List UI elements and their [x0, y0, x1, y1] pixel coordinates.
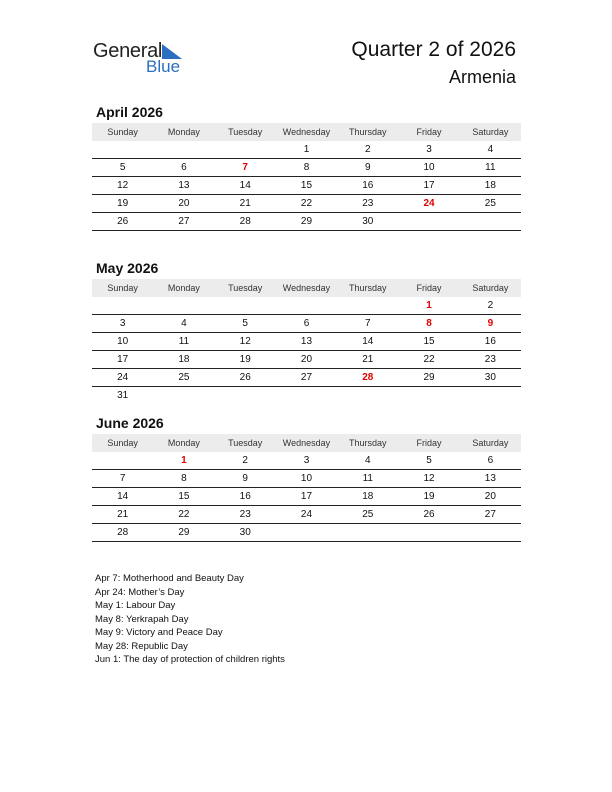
weekday-header: Saturday [460, 434, 521, 452]
calendar-day: 2 [460, 297, 521, 315]
calendar-week-row [92, 524, 521, 542]
calendar-day [460, 387, 521, 405]
calendar-day: 8 [276, 159, 337, 177]
calendar-day: 20 [460, 488, 521, 506]
calendar-week-row [92, 315, 521, 333]
calendar-day: 3 [92, 315, 153, 333]
calendar-day: 3 [276, 452, 337, 470]
weekday-header: Sunday [92, 434, 153, 452]
calendar-day: 22 [398, 351, 459, 369]
weekday-header: Monday [153, 123, 214, 141]
weekday-header: Thursday [337, 279, 398, 297]
calendar-day: 23 [460, 351, 521, 369]
logo-text-blue: Blue [146, 57, 181, 76]
calendar-week-row [92, 452, 521, 470]
calendar-day: 26 [215, 369, 276, 387]
month-title: April 2026 [96, 104, 163, 120]
calendar-day [460, 213, 521, 231]
calendar-day: 7 [215, 159, 276, 177]
weekday-header: Tuesday [215, 123, 276, 141]
calendar-day: 29 [398, 369, 459, 387]
calendar-day: 27 [460, 506, 521, 524]
calendar-day [92, 297, 153, 315]
calendar-day [276, 297, 337, 315]
calendar-day: 19 [398, 488, 459, 506]
calendar-day: 3 [398, 141, 459, 159]
calendar-day: 18 [337, 488, 398, 506]
calendar-day: 24 [398, 195, 459, 213]
holiday-list-item: May 1: Labour Day [95, 600, 176, 611]
calendar-day: 5 [215, 315, 276, 333]
calendar-day: 16 [215, 488, 276, 506]
calendar-day: 14 [92, 488, 153, 506]
calendar-grid [92, 123, 521, 231]
calendar-day [215, 387, 276, 405]
calendar-day: 23 [215, 506, 276, 524]
calendar-week-row [92, 141, 521, 159]
calendar-day: 28 [215, 213, 276, 231]
calendar-day: 4 [337, 452, 398, 470]
calendar-day: 12 [398, 470, 459, 488]
calendar-day: 19 [92, 195, 153, 213]
calendar-day: 5 [398, 452, 459, 470]
calendar-day [153, 141, 214, 159]
calendar-day [460, 524, 521, 542]
calendar-day: 15 [398, 333, 459, 351]
calendar-day: 30 [337, 213, 398, 231]
calendar-week-row [92, 488, 521, 506]
calendar-day [398, 387, 459, 405]
weekday-header: Saturday [460, 123, 521, 141]
calendar-day: 10 [398, 159, 459, 177]
calendar-day: 26 [92, 213, 153, 231]
calendar-day: 15 [276, 177, 337, 195]
calendar-day: 17 [398, 177, 459, 195]
calendar-week-row [92, 387, 521, 405]
calendar-day: 20 [276, 351, 337, 369]
calendar-day: 25 [337, 506, 398, 524]
calendar-day: 8 [153, 470, 214, 488]
calendar-week-row [92, 195, 521, 213]
calendar-day: 29 [276, 213, 337, 231]
calendar-day [153, 387, 214, 405]
calendar-day: 1 [276, 141, 337, 159]
calendar-day: 11 [337, 470, 398, 488]
calendar-day: 5 [92, 159, 153, 177]
calendar-day: 16 [337, 177, 398, 195]
calendar-day: 12 [92, 177, 153, 195]
calendar-day: 13 [153, 177, 214, 195]
calendar-day: 9 [337, 159, 398, 177]
calendar-day: 22 [276, 195, 337, 213]
weekday-header: Thursday [337, 434, 398, 452]
calendar-day: 6 [276, 315, 337, 333]
weekday-header: Wednesday [276, 279, 337, 297]
calendar-day [398, 213, 459, 231]
calendar-day: 29 [153, 524, 214, 542]
calendar-day [153, 297, 214, 315]
calendar-day [337, 387, 398, 405]
calendar-day: 4 [153, 315, 214, 333]
calendar-day: 15 [153, 488, 214, 506]
month-title: June 2026 [96, 415, 164, 431]
calendar-day: 31 [117, 390, 129, 401]
calendar-day: 23 [337, 195, 398, 213]
calendar-day [276, 524, 337, 542]
brand-logo [93, 40, 193, 80]
calendar-day: 1 [153, 452, 214, 470]
weekday-header: Friday [398, 123, 459, 141]
weekday-header: Sunday [92, 279, 153, 297]
calendar-day: 8 [398, 315, 459, 333]
holiday-list-item: May 28: Republic Day [95, 640, 188, 652]
calendar-day: 13 [276, 333, 337, 351]
calendar-week-row [92, 213, 521, 231]
holiday-list [95, 572, 285, 667]
calendar-day: 2 [337, 141, 398, 159]
calendar-day [337, 524, 398, 542]
weekday-header: Wednesday [276, 434, 337, 452]
calendar-week-row [92, 369, 521, 387]
holiday-list-item: Apr 24: Mother’s Day [95, 586, 185, 598]
calendar-day: 21 [215, 195, 276, 213]
calendar-week-row [92, 351, 521, 369]
month-april [92, 102, 521, 231]
weekday-header: Wednesday [276, 123, 337, 141]
calendar-day: 27 [276, 369, 337, 387]
calendar-day: 25 [460, 195, 521, 213]
weekday-header: Monday [153, 279, 214, 297]
calendar-day [92, 452, 153, 470]
holiday-list-item: Jun 1: The day of protection of children rights [95, 654, 285, 665]
calendar-day: 18 [153, 351, 214, 369]
calendar-day: 4 [460, 141, 521, 159]
calendar-day: 11 [153, 333, 214, 351]
calendar-day: 7 [337, 315, 398, 333]
calendar-day: 25 [153, 369, 214, 387]
calendar-day: 17 [92, 351, 153, 369]
weekday-header: Tuesday [215, 279, 276, 297]
weekday-header: Monday [153, 434, 214, 452]
weekday-header: Sunday [92, 123, 153, 141]
calendar-day: 12 [215, 333, 276, 351]
calendar-day: 7 [92, 470, 153, 488]
calendar-day: 24 [276, 506, 337, 524]
calendar-day: 24 [92, 369, 153, 387]
calendar-day [215, 141, 276, 159]
calendar-day: 9 [460, 315, 521, 333]
calendar-day: 6 [153, 159, 214, 177]
calendar-day: 13 [460, 470, 521, 488]
calendar-day: 19 [215, 351, 276, 369]
weekday-header: Friday [398, 279, 459, 297]
calendar-day: 22 [153, 506, 214, 524]
calendar-week-row [92, 297, 521, 315]
calendar-day [92, 141, 153, 159]
calendar-week-row [92, 177, 521, 195]
calendar-day: 20 [153, 195, 214, 213]
calendar-day: 10 [276, 470, 337, 488]
calendar-day: 10 [92, 333, 153, 351]
calendar-day: 17 [276, 488, 337, 506]
calendar-day [276, 387, 337, 405]
calendar-day: 18 [460, 177, 521, 195]
logo-text-general: General [93, 40, 163, 62]
calendar-week-row [92, 333, 521, 351]
calendar-day: 27 [153, 213, 214, 231]
calendar-day: 6 [460, 452, 521, 470]
calendar-week-row [92, 470, 521, 488]
calendar-day: 28 [337, 369, 398, 387]
month-title: May 2026 [96, 260, 159, 276]
calendar-day: 28 [92, 524, 153, 542]
calendar-day: 21 [92, 506, 153, 524]
month-june [92, 413, 521, 542]
weekday-header: Friday [398, 434, 459, 452]
calendar-day: 21 [337, 351, 398, 369]
holiday-list-item: May 8: Yerkrapah Day [95, 613, 189, 625]
page-title: Quarter 2 of 2026 [351, 38, 516, 61]
month-may [92, 258, 521, 404]
weekday-header: Saturday [460, 279, 521, 297]
calendar-week-row [92, 506, 521, 524]
calendar-day [398, 524, 459, 542]
holiday-list-item: May 9: Victory and Peace Day [95, 627, 223, 638]
calendar-day: 26 [398, 506, 459, 524]
holiday-list-item: Apr 7: Motherhood and Beauty Day [95, 573, 244, 584]
calendar-day: 30 [460, 369, 521, 387]
calendar-day: 11 [460, 159, 521, 177]
calendar-day: 1 [398, 297, 459, 315]
calendar-week-row [92, 159, 521, 177]
calendar-day: 14 [215, 177, 276, 195]
calendar-grid [92, 279, 521, 404]
calendar-day: 9 [215, 470, 276, 488]
calendar-grid [92, 434, 521, 542]
calendar-day [215, 297, 276, 315]
calendar-day: 2 [215, 452, 276, 470]
calendar-day: 14 [337, 333, 398, 351]
calendar-day [337, 297, 398, 315]
calendar-day: 16 [460, 333, 521, 351]
weekday-header: Tuesday [215, 434, 276, 452]
weekday-header: Thursday [337, 123, 398, 141]
country-name: Armenia [448, 67, 516, 87]
calendar-day: 30 [215, 524, 276, 542]
